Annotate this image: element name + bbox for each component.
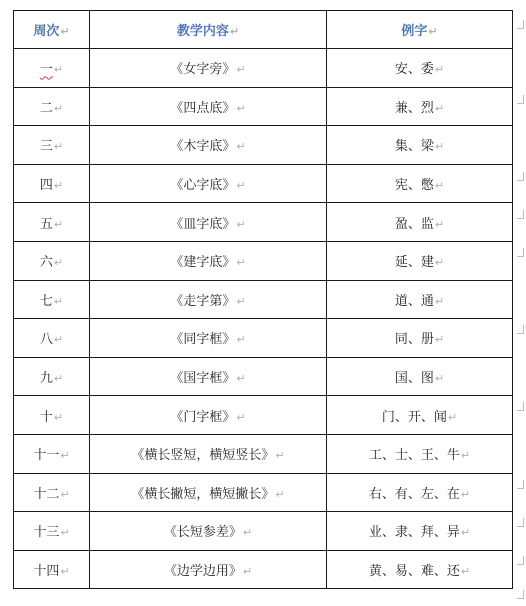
week-label: 三 <box>39 139 53 155</box>
examples-cell[interactable] <box>327 241 513 280</box>
week-label: 六 <box>39 255 53 271</box>
week-cell[interactable] <box>14 203 90 242</box>
cell-end-mark: ↵ <box>447 410 458 424</box>
examples-cell[interactable] <box>327 87 513 126</box>
table-row <box>14 203 513 242</box>
content-label: 《边学边用》 <box>163 564 242 580</box>
row-end-marker <box>517 95 524 104</box>
examples-label: 宪、憋 <box>394 178 434 194</box>
table-row <box>14 49 513 88</box>
content-label: 《四点底》 <box>170 100 236 116</box>
cell-end-mark: ↵ <box>53 63 64 77</box>
content-cell[interactable] <box>90 473 327 512</box>
row-end-marker <box>517 325 524 334</box>
content-cell[interactable] <box>90 164 327 203</box>
cell-end-mark: ↵ <box>236 63 246 77</box>
examples-cell[interactable] <box>327 203 513 242</box>
content-label: 《长短参差》 <box>163 525 242 541</box>
week-label: 八 <box>39 332 53 348</box>
examples-label: 道、通 <box>394 293 434 309</box>
examples-label: 国、图 <box>394 371 434 387</box>
week-cell[interactable] <box>14 473 90 512</box>
week-cell[interactable] <box>14 512 90 551</box>
week-cell[interactable] <box>14 87 90 126</box>
cell-end-mark: ↵ <box>242 526 253 540</box>
examples-cell[interactable] <box>327 550 513 589</box>
examples-cell[interactable] <box>327 434 513 473</box>
week-cell[interactable] <box>14 164 90 203</box>
cell-end-mark: ↵ <box>434 179 445 193</box>
examples-label: 业、隶、拜、异 <box>368 525 460 541</box>
examples-label: 黄、易、难、还 <box>368 564 460 580</box>
cell-end-mark: ↵ <box>53 410 64 424</box>
week-label: 四 <box>39 178 53 194</box>
examples-label: 盈、监 <box>394 216 434 232</box>
examples-cell[interactable] <box>327 164 513 203</box>
cell-end-mark: ↵ <box>53 101 64 115</box>
content-cell[interactable] <box>90 241 327 280</box>
cell-end-mark: ↵ <box>53 372 64 386</box>
week-cell[interactable] <box>14 434 90 473</box>
week-label: 十二 <box>33 486 60 502</box>
week-label: 十四 <box>33 564 60 580</box>
table-row <box>14 473 513 512</box>
content-label: 《女字旁》 <box>170 62 236 78</box>
week-cell[interactable] <box>14 280 90 319</box>
week-cell[interactable] <box>14 319 90 358</box>
examples-label: 集、梁 <box>394 139 434 155</box>
examples-cell[interactable] <box>327 512 513 551</box>
cell-end-mark: ↵ <box>434 256 445 270</box>
week-cell[interactable] <box>14 357 90 396</box>
content-label: 《横长竖短，横短竖长》 <box>131 448 275 464</box>
cell-end-mark: ↵ <box>434 333 445 347</box>
row-end-marker <box>517 480 524 489</box>
cell-end-mark: ↵ <box>236 256 246 270</box>
cell-end-mark: ↵ <box>229 25 240 38</box>
table-row <box>14 396 513 435</box>
cell-end-mark: ↵ <box>53 256 64 270</box>
content-cell[interactable] <box>90 87 327 126</box>
examples-cell[interactable] <box>327 280 513 319</box>
cell-end-mark: ↵ <box>53 333 64 347</box>
content-cell[interactable] <box>90 434 327 473</box>
header-row <box>14 11 513 49</box>
row-end-marker <box>517 590 524 599</box>
cell-end-mark: ↵ <box>236 217 246 231</box>
content-cell[interactable] <box>90 396 327 435</box>
examples-label: 延、建 <box>394 255 434 271</box>
row-end-marker <box>517 556 524 565</box>
content-label: 《木字底》 <box>170 139 236 155</box>
examples-cell[interactable] <box>327 126 513 165</box>
cell-end-mark: ↵ <box>428 25 438 38</box>
cell-end-mark: ↵ <box>434 140 445 154</box>
week-label: 五 <box>39 216 53 232</box>
week-cell[interactable] <box>14 550 90 589</box>
table-row <box>14 87 513 126</box>
week-cell[interactable] <box>14 396 90 435</box>
cell-end-mark: ↵ <box>236 140 246 154</box>
examples-label: 右、有、左、在 <box>368 486 460 502</box>
cell-end-mark: ↵ <box>242 565 253 579</box>
row-end-marker <box>517 20 524 29</box>
cell-end-mark: ↵ <box>60 526 70 540</box>
cell-end-mark: ↵ <box>434 101 445 115</box>
week-label: 十一 <box>33 448 60 464</box>
examples-cell[interactable] <box>327 396 513 435</box>
cell-end-mark: ↵ <box>53 294 64 308</box>
examples-cell[interactable] <box>327 319 513 358</box>
table-row <box>14 280 513 319</box>
content-cell[interactable] <box>90 203 327 242</box>
cell-end-mark: ↵ <box>460 526 471 540</box>
week-cell[interactable] <box>14 241 90 280</box>
cell-end-mark: ↵ <box>460 565 471 579</box>
row-end-marker <box>517 210 524 219</box>
examples-cell[interactable] <box>327 473 513 512</box>
content-cell[interactable] <box>90 550 327 589</box>
content-label: 《心字底》 <box>170 178 236 194</box>
table-row <box>14 241 513 280</box>
cell-end-mark: ↵ <box>236 372 246 386</box>
cell-end-mark: ↵ <box>236 333 246 347</box>
header-examples[interactable] <box>327 11 513 49</box>
content-label: 《国字框》 <box>170 371 236 387</box>
cell-end-mark: ↵ <box>275 487 285 501</box>
week-label: 九 <box>39 371 53 387</box>
table-row <box>14 164 513 203</box>
cell-end-mark: ↵ <box>53 217 64 231</box>
content-label: 《同字框》 <box>170 332 236 348</box>
table-row <box>14 550 513 589</box>
header-week-label: 周次 <box>33 24 60 39</box>
header-examples-label: 例字 <box>401 24 428 39</box>
header-content[interactable] <box>90 11 327 49</box>
examples-cell[interactable] <box>327 357 513 396</box>
examples-label: 兼、烈 <box>394 100 434 116</box>
cell-end-mark: ↵ <box>60 449 70 463</box>
week-label: 一 <box>39 62 53 78</box>
table-row <box>14 512 513 551</box>
teaching-schedule-table <box>13 10 513 589</box>
examples-cell[interactable] <box>327 49 513 88</box>
examples-label: 同、册 <box>394 332 434 348</box>
content-cell[interactable] <box>90 280 327 319</box>
content-cell[interactable] <box>90 319 327 358</box>
week-label: 七 <box>39 293 53 309</box>
cell-end-mark: ↵ <box>60 565 70 579</box>
row-end-marker <box>517 172 524 181</box>
week-label: 十三 <box>33 525 60 541</box>
cell-end-mark: ↵ <box>60 25 70 38</box>
cell-end-mark: ↵ <box>460 487 471 501</box>
content-cell[interactable] <box>90 512 327 551</box>
cell-end-mark: ↵ <box>53 140 64 154</box>
content-cell[interactable] <box>90 126 327 165</box>
examples-label: 工、士、王、牛 <box>368 448 460 464</box>
cell-end-mark: ↵ <box>434 63 445 77</box>
examples-label: 安、委 <box>394 62 434 78</box>
content-cell[interactable] <box>90 49 327 88</box>
content-label: 《走字第》 <box>170 293 236 309</box>
examples-label: 门、开、闻 <box>381 409 447 425</box>
header-week[interactable] <box>14 11 90 49</box>
content-cell[interactable] <box>90 357 327 396</box>
week-cell[interactable] <box>14 126 90 165</box>
cell-end-mark: ↵ <box>434 372 445 386</box>
content-label: 《建字底》 <box>170 255 236 271</box>
table-row <box>14 126 513 165</box>
table-row <box>14 319 513 358</box>
cell-end-mark: ↵ <box>434 294 445 308</box>
cell-end-mark: ↵ <box>236 410 246 424</box>
table-row <box>14 357 513 396</box>
week-label: 二 <box>39 100 53 116</box>
content-label: 《皿字底》 <box>170 216 236 232</box>
week-cell[interactable] <box>14 49 90 88</box>
cell-end-mark: ↵ <box>434 217 445 231</box>
week-label: 十 <box>39 409 53 425</box>
row-end-marker <box>517 402 524 411</box>
cell-end-mark: ↵ <box>460 449 471 463</box>
cell-end-mark: ↵ <box>60 487 70 501</box>
content-label: 《门字框》 <box>170 409 236 425</box>
row-end-marker <box>517 518 524 527</box>
cell-end-mark: ↵ <box>236 101 246 115</box>
cell-end-mark: ↵ <box>236 294 246 308</box>
table-row <box>14 434 513 473</box>
header-content-label: 教学内容 <box>176 24 229 39</box>
cell-end-mark: ↵ <box>53 179 64 193</box>
cell-end-mark: ↵ <box>236 179 246 193</box>
row-end-marker <box>517 248 524 257</box>
content-label: 《横长撇短，横短撇长》 <box>131 486 275 502</box>
cell-end-mark: ↵ <box>275 449 285 463</box>
